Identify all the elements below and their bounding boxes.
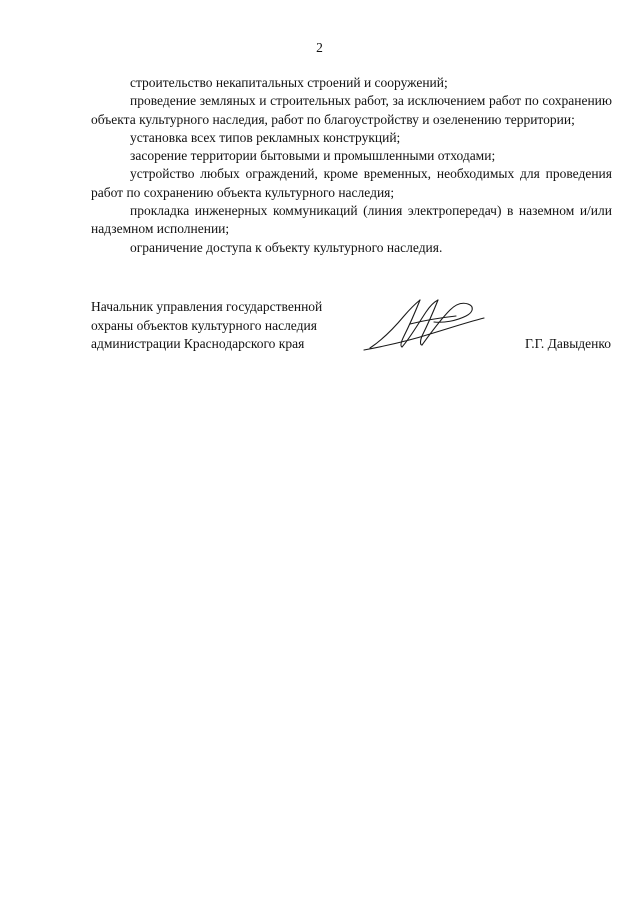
paragraph-7: ограничение доступа к объекту культурного наследия. xyxy=(130,239,443,255)
signatory-title xyxy=(91,298,371,354)
paragraph-1: строительство некапитальных строений и сооружений; xyxy=(130,75,448,90)
paragraph-6: прокладка инженерных коммуникаций (линия электропередач) в наземном и/или надземном исполнении; xyxy=(91,203,612,237)
signatory-name: Г.Г. Давыденко xyxy=(524,336,611,351)
handwritten-signature-icon xyxy=(360,290,495,360)
paragraph-2: проведение земляных и строительных работ, за исключением работ по сохранению объекта культурного наследия, работ по благоустройству и озеленению территории; xyxy=(91,93,612,127)
paragraph-4: засорение территории бытовыми и промышленными отходами; xyxy=(130,148,496,164)
signatory-title-line-3: администрации Краснодарского края xyxy=(91,336,305,351)
signatory-title-line-2: охраны объектов культурного наследия xyxy=(91,317,317,333)
signatory-title-line-1: Начальник управления государственной xyxy=(91,299,323,314)
page-number: 2 xyxy=(316,40,323,55)
paragraph-3: установка всех типов рекламных конструкций; xyxy=(130,129,401,145)
paragraph-5: устройство любых ограждений, кроме временных, необходимых для проведения работ по сохранению объекта культурного наследия; xyxy=(91,166,612,200)
body-text xyxy=(91,74,612,257)
